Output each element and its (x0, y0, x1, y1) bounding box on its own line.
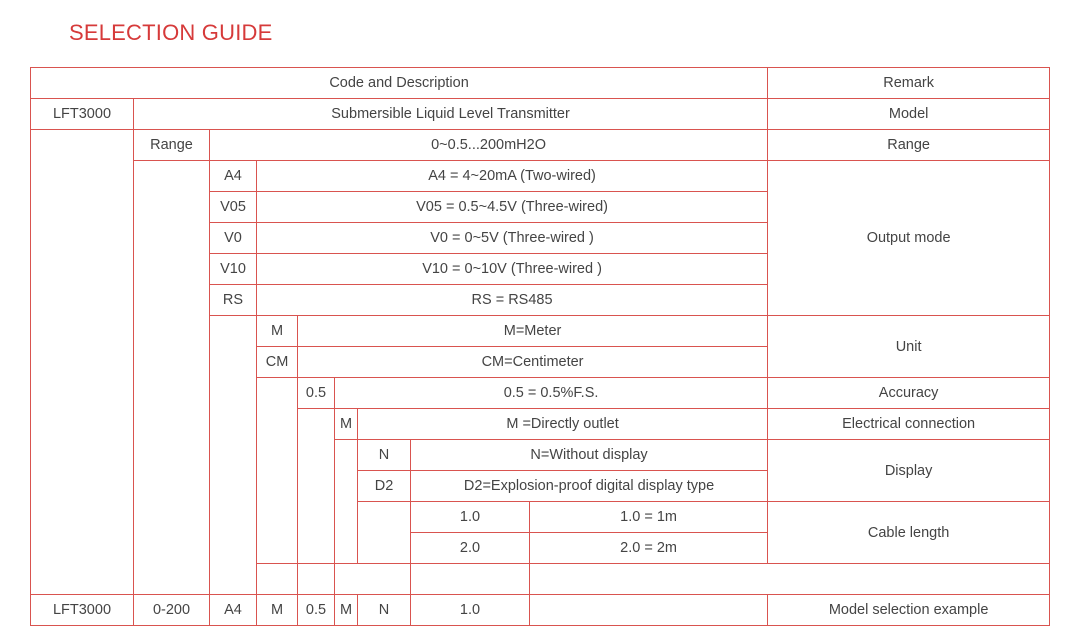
output-code-cell: V05 (210, 192, 257, 223)
electrical-code-cell: M (335, 409, 358, 440)
output-description-cell: A4 = 4~20mA (Two-wired) (257, 161, 768, 192)
table-header-row (31, 68, 1050, 99)
accuracy-spacer-cell (298, 409, 335, 564)
blank-cell (257, 564, 298, 595)
accuracy-description-cell: 0.5 = 0.5%F.S. (335, 378, 768, 409)
output-description-cell: RS = RS485 (257, 285, 768, 316)
model-remark-cell: Model (768, 99, 1050, 130)
example-remark-cell: Model selection example (768, 595, 1050, 626)
unit-description-cell: M=Meter (298, 316, 768, 347)
table-row (31, 130, 1050, 161)
display-code-cell: N (358, 440, 411, 471)
cable-code-cell: 1.0 (411, 502, 530, 533)
table-row (31, 161, 1050, 192)
display-description-cell: N=Without display (411, 440, 768, 471)
cable-description-cell: 2.0 = 2m (530, 533, 768, 564)
unit-spacer-cell (257, 378, 298, 564)
unit-remark-cell: Unit (768, 316, 1050, 378)
output-code-cell: V10 (210, 254, 257, 285)
example-cable-cell: 1.0 (411, 595, 530, 626)
selection-guide-table (30, 67, 1050, 626)
remark-header: Remark (768, 68, 1050, 99)
example-blank-cell (530, 595, 768, 626)
model-spacer-cell (31, 130, 134, 595)
code-description-header: Code and Description (31, 68, 768, 99)
output-description-cell: V05 = 0.5~4.5V (Three-wired) (257, 192, 768, 223)
accuracy-remark-cell: Accuracy (768, 378, 1050, 409)
cable-remark-cell: Cable length (768, 502, 1050, 564)
model-code-cell: LFT3000 (31, 99, 134, 130)
blank-cell (411, 564, 530, 595)
blank-cell (298, 564, 335, 595)
output-description-cell: V10 = 0~10V (Three-wired ) (257, 254, 768, 285)
electrical-remark-cell: Electrical connection (768, 409, 1050, 440)
unit-code-cell: M (257, 316, 298, 347)
unit-code-cell: CM (257, 347, 298, 378)
example-electrical-cell: M (335, 595, 358, 626)
example-accuracy-cell: 0.5 (298, 595, 335, 626)
display-remark-cell: Display (768, 440, 1050, 502)
electrical-description-cell: M =Directly outlet (358, 409, 768, 440)
table-row (31, 99, 1050, 130)
example-unit-cell: M (257, 595, 298, 626)
blank-cell (530, 564, 1050, 595)
page-title: SELECTION GUIDE (69, 20, 273, 45)
output-description-cell: V0 = 0~5V (Three-wired ) (257, 223, 768, 254)
display-code-cell: D2 (358, 471, 411, 502)
display-spacer-cell (358, 502, 411, 564)
output-code-cell: V0 (210, 223, 257, 254)
range-remark-cell: Range (768, 130, 1050, 161)
cable-code-cell: 2.0 (411, 533, 530, 564)
output-spacer-cell (210, 316, 257, 595)
range-label-cell: Range (134, 130, 210, 161)
electrical-spacer-cell (335, 440, 358, 564)
range-description-cell: 0~0.5...200mH2O (210, 130, 768, 161)
range-spacer-cell (134, 161, 210, 595)
example-model-cell: LFT3000 (31, 595, 134, 626)
output-code-cell: A4 (210, 161, 257, 192)
unit-description-cell: CM=Centimeter (298, 347, 768, 378)
example-display-cell: N (358, 595, 411, 626)
cable-description-cell: 1.0 = 1m (530, 502, 768, 533)
output-remark-cell: Output mode (768, 161, 1050, 316)
blank-cell (335, 564, 411, 595)
example-row (31, 595, 1050, 626)
display-description-cell: D2=Explosion-proof digital display type (411, 471, 768, 502)
example-range-cell: 0-200 (134, 595, 210, 626)
model-description-cell: Submersible Liquid Level Transmitter (134, 99, 768, 130)
accuracy-code-cell: 0.5 (298, 378, 335, 409)
output-code-cell: RS (210, 285, 257, 316)
example-output-cell: A4 (210, 595, 257, 626)
